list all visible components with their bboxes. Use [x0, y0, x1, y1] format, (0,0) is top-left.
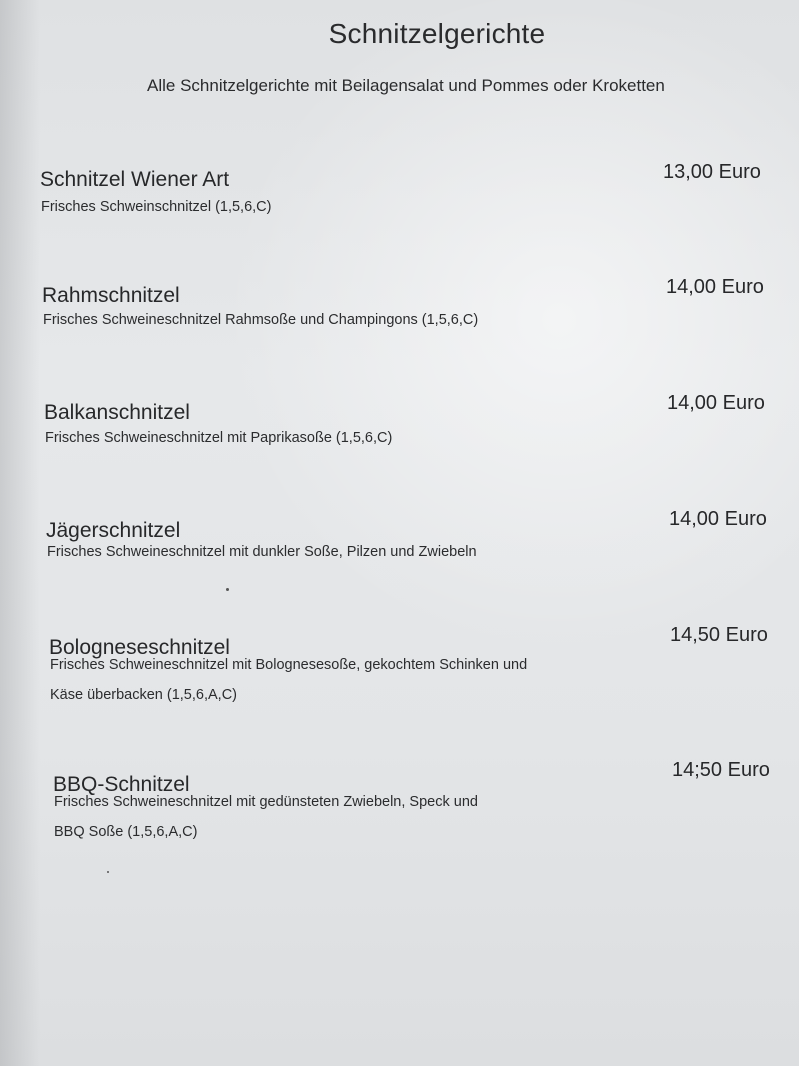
item-price: 14,00 Euro — [666, 276, 764, 298]
item-description: Käse überbacken (1,5,6,A,C) — [50, 687, 237, 703]
item-description: Frisches Schweinschnitzel (1,5,6,C) — [41, 199, 272, 215]
paper-speck — [107, 871, 109, 873]
item-name: Bologneseschnitzel — [49, 636, 230, 659]
item-description: BBQ Soße (1,5,6,A,C) — [54, 824, 198, 840]
item-description: Frisches Schweineschnitzel mit Paprikasoße (1,5,6,C) — [45, 430, 393, 446]
item-price: 14,00 Euro — [669, 508, 767, 530]
menu-subtitle: Alle Schnitzelgerichte mit Beilagensalat und Pommes oder Kroketten — [147, 76, 665, 95]
item-name: Balkanschnitzel — [44, 401, 190, 424]
item-price: 14,50 Euro — [670, 624, 768, 646]
item-name: Schnitzel Wiener Art — [40, 168, 230, 191]
item-price: 14,00 Euro — [667, 392, 765, 414]
item-description: Frisches Schweineschnitzel Rahmsoße und Champingons (1,5,6,C) — [43, 312, 479, 328]
menu-title: Schnitzelgerichte — [328, 18, 546, 49]
item-name: Jägerschnitzel — [46, 519, 181, 542]
item-description: Frisches Schweineschnitzel mit dunkler Soße, Pilzen und Zwiebeln — [47, 544, 477, 560]
item-name: Rahmschnitzel — [42, 284, 180, 307]
item-description: Frisches Schweineschnitzel mit Bolognesesoße, gekochtem Schinken und — [50, 657, 528, 673]
page-edge-shadow — [0, 0, 40, 1066]
item-price: 13,00 Euro — [663, 161, 761, 183]
item-name: BBQ-Schnitzel — [53, 773, 190, 796]
item-price: 14;50 Euro — [672, 759, 770, 781]
item-description: Frisches Schweineschnitzel mit gedünsteten Zwiebeln, Speck und — [54, 794, 478, 810]
paper-speck — [226, 588, 229, 591]
